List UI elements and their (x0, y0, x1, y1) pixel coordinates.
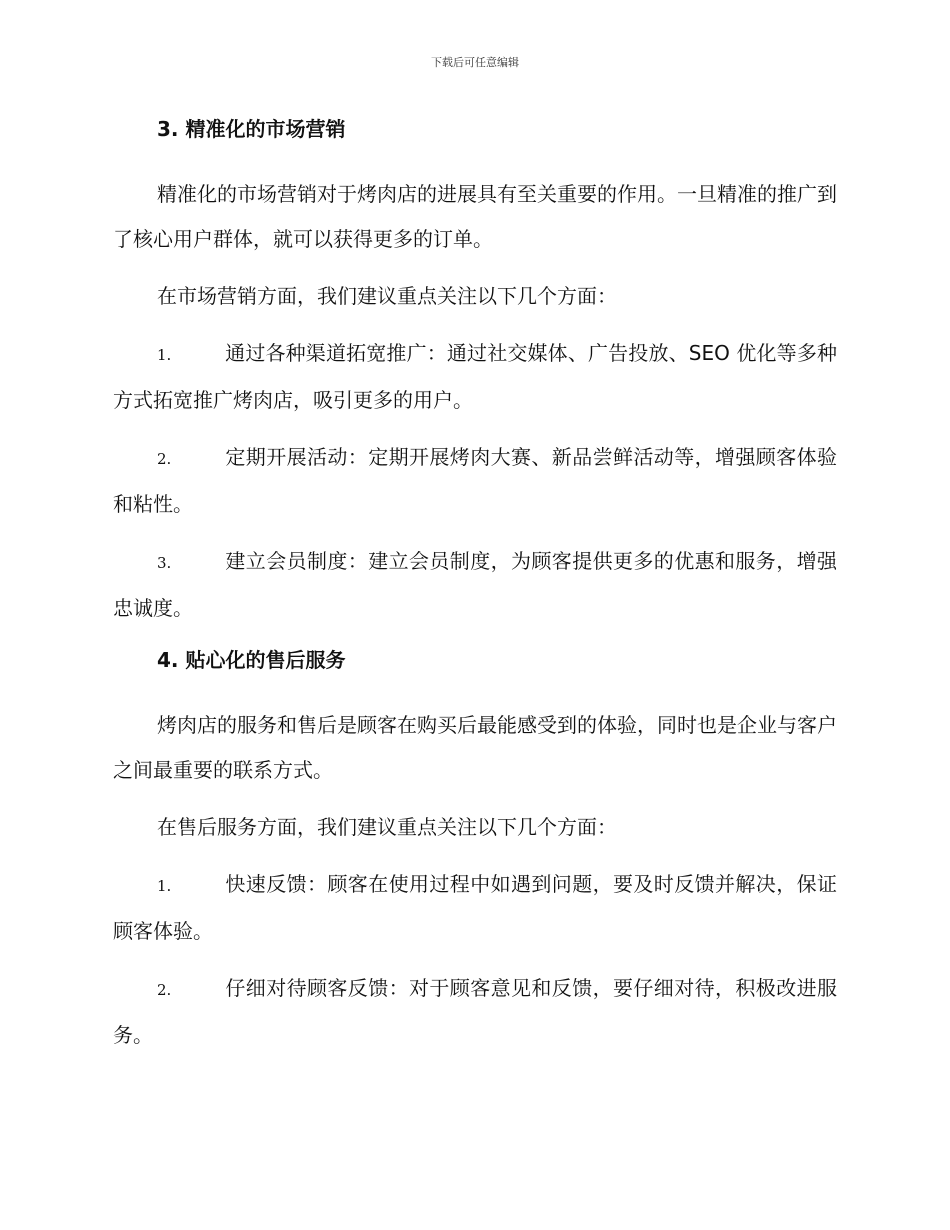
list-item-text: 通过各种渠道拓宽推广：通过社交媒体、广告投放、SEO 优化等多种方式拓宽推广烤肉店，吸引更多的用户。 (113, 341, 837, 412)
section-lead-paragraph: 在售后服务方面，我们建议重点关注以下几个方面： (157, 815, 617, 839)
list-item (113, 539, 837, 631)
list-item-number: 1. (157, 877, 172, 895)
list-item-text: 建立会员制度：建立会员制度，为顾客提供更多的优惠和服务，增强忠诚度。 (113, 549, 837, 620)
document-body (113, 112, 837, 1070)
list-item-text: 定期开展活动：定期开展烤肉大赛、新品尝鲜活动等，增强顾客体验和粘性。 (113, 445, 837, 516)
section-lead-paragraph: 在市场营销方面，我们建议重点关注以下几个方面： (157, 284, 617, 308)
section-intro-paragraph: 精准化的市场营销对于烤肉店的进展具有至关重要的作用。一旦精准的推广到了核心用户群体，就可以获得更多的订单。 (113, 182, 837, 251)
list-item-text: 仔细对待顾客反馈：对于顾客意见和反馈，要仔细对待，积极改进服务。 (113, 976, 837, 1047)
section-heading: 3. 精准化的市场营销 (157, 117, 346, 141)
list-item-text: 快速反馈：顾客在使用过程中如遇到问题，要及时反馈并解决，保证顾客体验。 (113, 872, 837, 943)
list-item-number: 2. (157, 450, 172, 468)
list-item (113, 435, 837, 527)
list-item-number: 3. (157, 554, 172, 572)
section-heading: 4. 贴心化的售后服务 (157, 648, 346, 672)
list-item-number: 2. (157, 981, 172, 999)
list-item (113, 966, 837, 1058)
header-note: 下载后可任意编辑 (431, 56, 519, 69)
list-item (113, 331, 837, 423)
list-item-number: 1. (157, 346, 172, 364)
list-item (113, 862, 837, 954)
section-intro-paragraph: 烤肉店的服务和售后是顾客在购买后最能感受到的体验，同时也是企业与客户之间最重要的联系方式。 (113, 713, 837, 782)
